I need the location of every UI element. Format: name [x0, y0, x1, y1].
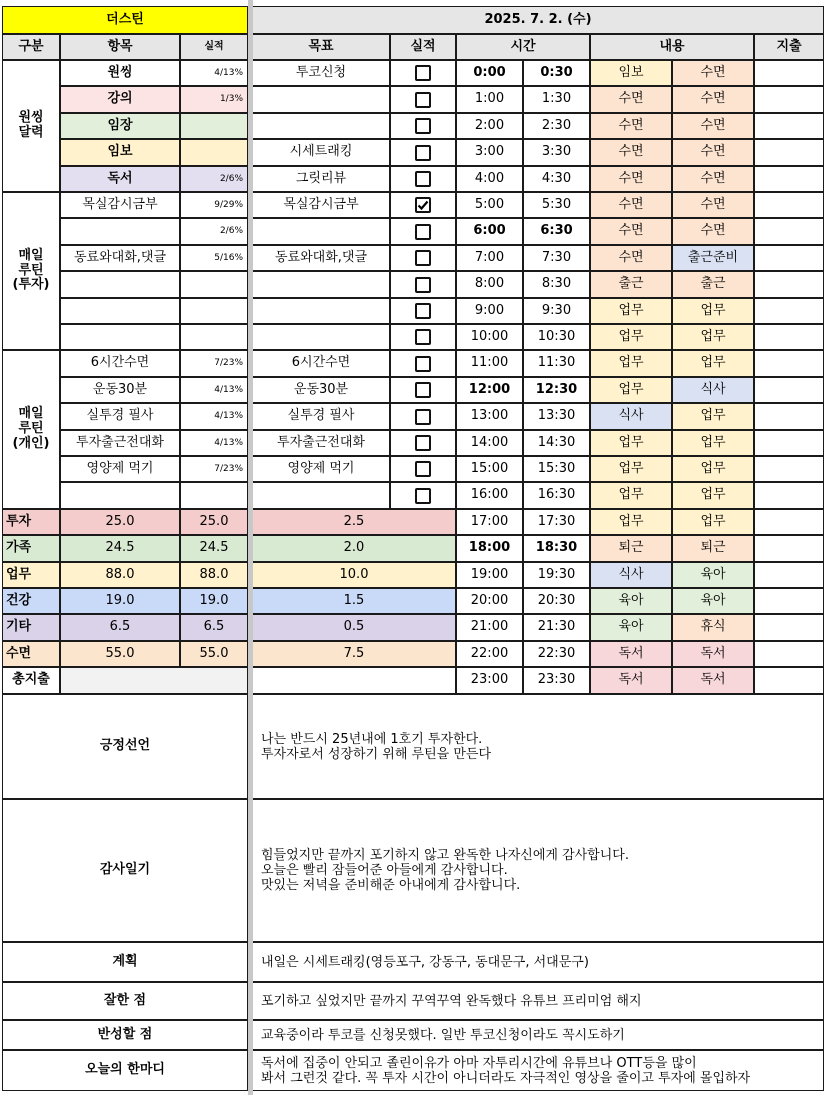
activity-first-half: 수면 [590, 192, 672, 218]
goal-cell [252, 113, 390, 139]
checkbox-cell [390, 113, 456, 139]
summary-daily: 2.5 [252, 509, 456, 535]
time-end: 16:30 [523, 482, 590, 509]
goal-cell: 운동30분 [252, 377, 390, 403]
time-end: 12:30 [523, 377, 590, 403]
expense-cell [754, 86, 824, 113]
checkbox[interactable] [415, 329, 431, 345]
time-start: 20:00 [456, 588, 523, 614]
time-start: 18:00 [456, 535, 523, 562]
checkbox[interactable] [415, 277, 431, 293]
activity-second-half: 업무 [672, 403, 754, 430]
activity-second-half: 독서 [672, 641, 754, 667]
total-expense-blank [252, 667, 456, 694]
activity-second-half: 독서 [672, 667, 754, 694]
time-start: 16:00 [456, 482, 523, 509]
checkbox[interactable] [415, 435, 431, 451]
activity-first-half: 업무 [590, 324, 672, 350]
summary-daily: 7.5 [252, 641, 456, 667]
group-label: 원씽 달력 [2, 60, 60, 192]
item-name [60, 324, 180, 350]
time-end: 19:30 [523, 562, 590, 588]
time-end: 6:30 [523, 218, 590, 245]
expense-cell [754, 218, 824, 245]
time-end: 7:30 [523, 245, 590, 271]
expense-cell [754, 60, 824, 86]
section-label: 긍정선언 [2, 694, 248, 799]
section-text: 교육중이라 투코를 신청못했다. 일반 투코신청이라도 꼭시도하기 [252, 1020, 824, 1050]
activity-second-half: 출근 [672, 271, 754, 298]
section-text: 힘들었지만 끝까지 포기하지 않고 완독한 나자신에게 감사합니다. 오늘은 빨리 잠들어준 아들에게 감사합니다. 맛있는 저녁을 준비해준 아내에게 감사합니다. [252, 799, 824, 942]
time-start: 3:00 [456, 139, 523, 166]
item-name: 실투경 필사 [60, 403, 180, 430]
time-end: 2:30 [523, 113, 590, 139]
summary-label: 기타 [2, 614, 60, 641]
item-name: 목실감시금부 [60, 192, 180, 218]
time-end: 23:30 [523, 667, 590, 694]
goal-cell: 실투경 필사 [252, 403, 390, 430]
activity-second-half: 수면 [672, 113, 754, 139]
time-end: 4:30 [523, 166, 590, 192]
activity-first-half: 육아 [590, 588, 672, 614]
summary-label: 투자 [2, 509, 60, 535]
item-name [60, 482, 180, 509]
expense-cell [754, 588, 824, 614]
checkbox-cell [390, 271, 456, 298]
summary-hours-actual: 55.0 [180, 641, 248, 667]
total-expense-value [60, 667, 248, 694]
checkbox-cell [390, 166, 456, 192]
summary-daily: 0.5 [252, 614, 456, 641]
column-header-category: 구분 [2, 34, 60, 60]
time-start: 19:00 [456, 562, 523, 588]
summary-daily: 10.0 [252, 562, 456, 588]
item-name: 임보 [60, 139, 180, 166]
item-name [60, 271, 180, 298]
activity-first-half: 수면 [590, 245, 672, 271]
item-name [60, 298, 180, 324]
activity-second-half: 육아 [672, 588, 754, 614]
activity-second-half: 수면 [672, 192, 754, 218]
checkbox-cell [390, 86, 456, 113]
time-start: 6:00 [456, 218, 523, 245]
summary-hours: 6.5 [60, 614, 180, 641]
time-end: 21:30 [523, 614, 590, 641]
item-name: 동료와대화,댓글 [60, 245, 180, 271]
total-expense-label: 총지출 [2, 667, 60, 694]
activity-second-half: 업무 [672, 324, 754, 350]
item-ratio: 4/13% [180, 430, 248, 456]
checkbox-cell [390, 192, 456, 218]
item-ratio: 2/6% [180, 218, 248, 245]
goal-cell: 투코신청 [252, 60, 390, 86]
time-end: 22:30 [523, 641, 590, 667]
time-start: 13:00 [456, 403, 523, 430]
activity-second-half: 육아 [672, 562, 754, 588]
summary-hours-actual: 19.0 [180, 588, 248, 614]
activity-second-half: 업무 [672, 298, 754, 324]
section-text: 나는 반드시 25년내에 1호기 투자한다. 투자자로서 성장하기 위해 루틴을 만든다 [252, 694, 824, 799]
date-header: 2025. 7. 2. (수) [252, 6, 824, 34]
summary-hours: 88.0 [60, 562, 180, 588]
section-text: 포기하고 싶었지만 끝까지 꾸역꾸역 완독했다 유튜브 프리미엄 해지 [252, 982, 824, 1020]
checkbox-cell [390, 245, 456, 271]
time-end: 20:30 [523, 588, 590, 614]
checkbox-cell [390, 218, 456, 245]
goal-cell [252, 271, 390, 298]
time-start: 10:00 [456, 324, 523, 350]
activity-first-half: 수면 [590, 86, 672, 113]
goal-cell [252, 86, 390, 113]
time-start: 9:00 [456, 298, 523, 324]
activity-first-half: 출근 [590, 271, 672, 298]
expense-cell [754, 245, 824, 271]
summary-hours-actual: 88.0 [180, 562, 248, 588]
checkbox[interactable] [415, 382, 431, 398]
item-ratio: 7/23% [180, 456, 248, 482]
checkbox-cell [390, 403, 456, 430]
column-header-actual: 실적 [180, 34, 248, 60]
item-name [60, 218, 180, 245]
summary-label: 수면 [2, 641, 60, 667]
section-label: 감사일기 [2, 799, 248, 942]
item-ratio: 4/13% [180, 377, 248, 403]
item-ratio: 7/23% [180, 350, 248, 377]
activity-second-half: 업무 [672, 430, 754, 456]
time-end: 13:30 [523, 403, 590, 430]
activity-first-half: 업무 [590, 509, 672, 535]
checkbox-cell [390, 298, 456, 324]
checkbox[interactable] [415, 65, 431, 81]
summary-hours: 25.0 [60, 509, 180, 535]
activity-first-half: 육아 [590, 614, 672, 641]
checkbox[interactable] [415, 118, 431, 134]
checkbox[interactable] [415, 145, 431, 161]
goal-cell: 동료와대화,댓글 [252, 245, 390, 271]
time-end: 18:30 [523, 535, 590, 562]
time-start: 7:00 [456, 245, 523, 271]
section-label: 잘한 점 [2, 982, 248, 1020]
time-start: 23:00 [456, 667, 523, 694]
summary-daily: 1.5 [252, 588, 456, 614]
activity-first-half: 수면 [590, 113, 672, 139]
checkbox-cell [390, 377, 456, 403]
expense-cell [754, 192, 824, 218]
expense-cell [754, 350, 824, 377]
section-label: 반성할 점 [2, 1020, 248, 1050]
time-start: 4:00 [456, 166, 523, 192]
time-end: 3:30 [523, 139, 590, 166]
activity-second-half: 출근준비 [672, 245, 754, 271]
column-header-goal: 목표 [252, 34, 390, 60]
expense-cell [754, 298, 824, 324]
activity-first-half: 수면 [590, 139, 672, 166]
checkbox-cell [390, 60, 456, 86]
activity-first-half: 업무 [590, 350, 672, 377]
activity-first-half: 업무 [590, 298, 672, 324]
activity-second-half: 퇴근 [672, 535, 754, 562]
expense-cell [754, 456, 824, 482]
expense-cell [754, 641, 824, 667]
section-text: 독서에 집중이 안되고 졸린이유가 아마 자투리시간에 유튜브나 OTT등을 많이 봐서 그런것 같다. 꼭 투자 시간이 아니더라도 자극적인 영상을 줄이고 투자에 몰입하자 [252, 1050, 824, 1091]
group-label: 매일 루틴 (개인) [2, 350, 60, 509]
time-end: 8:30 [523, 271, 590, 298]
item-ratio [180, 298, 248, 324]
item-name: 강의 [60, 86, 180, 113]
item-name: 임장 [60, 113, 180, 139]
time-start: 8:00 [456, 271, 523, 298]
time-start: 15:00 [456, 456, 523, 482]
activity-second-half: 업무 [672, 350, 754, 377]
time-end: 9:30 [523, 298, 590, 324]
time-end: 17:30 [523, 509, 590, 535]
time-start: 17:00 [456, 509, 523, 535]
checkbox[interactable] [415, 171, 431, 187]
item-ratio [180, 113, 248, 139]
frozen-pane-divider [248, 0, 253, 1095]
goal-cell: 시세트래킹 [252, 139, 390, 166]
activity-second-half: 수면 [672, 139, 754, 166]
expense-cell [754, 562, 824, 588]
time-end: 1:30 [523, 86, 590, 113]
expense-cell [754, 271, 824, 298]
time-start: 2:00 [456, 113, 523, 139]
activity-first-half: 독서 [590, 641, 672, 667]
activity-second-half: 업무 [672, 482, 754, 509]
goal-cell [252, 482, 390, 509]
time-start: 12:00 [456, 377, 523, 403]
item-name: 독서 [60, 166, 180, 192]
expense-cell [754, 482, 824, 509]
section-label: 오늘의 한마디 [2, 1050, 248, 1091]
expense-cell [754, 535, 824, 562]
summary-label: 건강 [2, 588, 60, 614]
item-ratio: 2/6% [180, 166, 248, 192]
checkbox-cell [390, 139, 456, 166]
column-header-done: 실적 [390, 34, 456, 60]
sheet-title: 더스틴 [2, 6, 248, 34]
time-end: 15:30 [523, 456, 590, 482]
activity-first-half: 퇴근 [590, 535, 672, 562]
checkbox[interactable] [415, 409, 431, 425]
activity-second-half: 업무 [672, 509, 754, 535]
summary-daily: 2.0 [252, 535, 456, 562]
expense-cell [754, 403, 824, 430]
expense-cell [754, 113, 824, 139]
activity-first-half: 독서 [590, 667, 672, 694]
checkbox-cell [390, 456, 456, 482]
expense-cell [754, 430, 824, 456]
item-ratio: 1/3% [180, 86, 248, 113]
activity-first-half: 업무 [590, 482, 672, 509]
goal-cell [252, 218, 390, 245]
expense-cell [754, 614, 824, 641]
checkbox[interactable] [415, 250, 431, 266]
expense-cell [754, 324, 824, 350]
checkbox-cell [390, 482, 456, 509]
checkbox[interactable] [415, 461, 431, 477]
activity-first-half: 업무 [590, 456, 672, 482]
summary-label: 가족 [2, 535, 60, 562]
time-end: 10:30 [523, 324, 590, 350]
checkbox[interactable] [415, 92, 431, 108]
goal-cell: 그릿리뷰 [252, 166, 390, 192]
goal-cell [252, 324, 390, 350]
activity-second-half: 수면 [672, 86, 754, 113]
activity-second-half: 업무 [672, 456, 754, 482]
summary-hours: 55.0 [60, 641, 180, 667]
goal-cell: 6시간수면 [252, 350, 390, 377]
column-header-expense: 지출 [754, 34, 824, 60]
section-text: 내일은 시세트래킹(영등포구, 강동구, 동대문구, 서대문구) [252, 942, 824, 982]
item-ratio: 9/29% [180, 192, 248, 218]
activity-first-half: 식사 [590, 562, 672, 588]
time-start: 1:00 [456, 86, 523, 113]
activity-first-half: 수면 [590, 166, 672, 192]
checkbox[interactable] [415, 488, 431, 504]
checkmark-icon [417, 199, 429, 211]
summary-hours: 19.0 [60, 588, 180, 614]
expense-cell [754, 166, 824, 192]
item-ratio [180, 324, 248, 350]
summary-hours: 24.5 [60, 535, 180, 562]
activity-first-half: 수면 [590, 218, 672, 245]
time-end: 11:30 [523, 350, 590, 377]
summary-label: 업무 [2, 562, 60, 588]
time-end: 14:30 [523, 430, 590, 456]
summary-hours-actual: 25.0 [180, 509, 248, 535]
activity-first-half: 식사 [590, 403, 672, 430]
expense-cell [754, 509, 824, 535]
activity-first-half: 임보 [590, 60, 672, 86]
activity-first-half: 업무 [590, 377, 672, 403]
column-header-item: 항목 [60, 34, 180, 60]
expense-cell [754, 139, 824, 166]
checkbox-cell [390, 430, 456, 456]
time-start: 21:00 [456, 614, 523, 641]
time-start: 11:00 [456, 350, 523, 377]
expense-cell [754, 667, 824, 694]
checked-checkbox[interactable] [415, 197, 431, 213]
item-ratio: 4/13% [180, 60, 248, 86]
goal-cell [252, 298, 390, 324]
activity-second-half: 수면 [672, 218, 754, 245]
time-end: 0:30 [523, 60, 590, 86]
activity-first-half: 업무 [590, 430, 672, 456]
checkbox[interactable] [415, 224, 431, 240]
activity-second-half: 휴식 [672, 614, 754, 641]
time-end: 5:30 [523, 192, 590, 218]
goal-cell: 영양제 먹기 [252, 456, 390, 482]
column-header-content: 내용 [590, 34, 754, 60]
group-label: 매일 루틴 (투자) [2, 192, 60, 350]
activity-second-half: 수면 [672, 60, 754, 86]
column-header-time: 시간 [456, 34, 590, 60]
section-label: 계획 [2, 942, 248, 982]
goal-cell: 목실감시금부 [252, 192, 390, 218]
summary-hours-actual: 6.5 [180, 614, 248, 641]
checkbox[interactable] [415, 356, 431, 372]
item-name: 6시간수면 [60, 350, 180, 377]
item-ratio: 5/16% [180, 245, 248, 271]
expense-cell [754, 377, 824, 403]
time-start: 14:00 [456, 430, 523, 456]
checkbox-cell [390, 350, 456, 377]
time-start: 22:00 [456, 641, 523, 667]
item-ratio [180, 139, 248, 166]
summary-hours-actual: 24.5 [180, 535, 248, 562]
item-name: 영양제 먹기 [60, 456, 180, 482]
activity-second-half: 수면 [672, 166, 754, 192]
time-start: 5:00 [456, 192, 523, 218]
item-ratio [180, 271, 248, 298]
item-ratio [180, 482, 248, 509]
activity-second-half: 식사 [672, 377, 754, 403]
item-name: 운동30분 [60, 377, 180, 403]
time-start: 0:00 [456, 60, 523, 86]
checkbox-cell [390, 324, 456, 350]
goal-cell: 투자출근전대화 [252, 430, 390, 456]
item-name: 원씽 [60, 60, 180, 86]
item-name: 투자출근전대화 [60, 430, 180, 456]
checkbox[interactable] [415, 303, 431, 319]
item-ratio: 4/13% [180, 403, 248, 430]
